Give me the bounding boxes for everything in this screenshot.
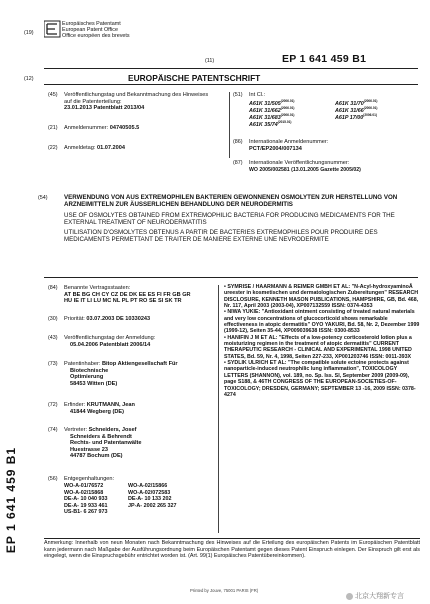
representative-line: Rechts- und Patentanwälte bbox=[70, 440, 142, 447]
designated-states-block bbox=[64, 285, 191, 305]
application-number-label: Anmeldenummer: bbox=[64, 125, 109, 131]
application-number-value: 04740505.5 bbox=[109, 125, 140, 131]
field-45-number: (45) bbox=[48, 92, 58, 98]
doc-type-rule bbox=[44, 84, 418, 85]
application-publication-block bbox=[64, 335, 155, 348]
field-30-number: (30) bbox=[48, 316, 58, 322]
application-publication-label: Veröffentlichungstag der Anmeldung: bbox=[64, 335, 156, 341]
representative-address: 44787 Bochum (DE) bbox=[70, 453, 123, 460]
patent-citation: DE-A- 10 133 202 bbox=[128, 496, 172, 503]
proprietor-line: Optimierung bbox=[70, 374, 104, 381]
intl-application-block bbox=[249, 139, 328, 152]
priority-line bbox=[64, 316, 150, 323]
office-names bbox=[62, 21, 130, 40]
field-72-number: (72) bbox=[48, 402, 58, 408]
designated-states-line: HU IE IT LI LU MC NL PL PT RO SE SI SK TR bbox=[64, 298, 182, 305]
patent-citation: WO-A-01/76572 bbox=[64, 483, 104, 489]
intl-publication-value: WO 2005/002581 (13.01.2005 Gazette 2005/02) bbox=[249, 166, 361, 173]
proprietor-line: Biotechnische bbox=[70, 367, 109, 374]
priority-value: 03.07.2003 DE 10330243 bbox=[86, 316, 151, 322]
intl-application-value: PCT/EP2004/007134 bbox=[249, 145, 302, 152]
designated-states-label: Benannte Vertragsstaaten: bbox=[64, 285, 131, 291]
intl-publication-block bbox=[249, 160, 424, 173]
npl-citation: • NIWA YUKIE: "Antioxidant ointment consisting of treated natural materials and very low concentrations of glucocorticoid shows remarkable effectiveness in atopic dermatitis" OYO YAKURI, Bd. 58, Nr. 2, Dezember 1999 (1999-12), Seiten 35-44, XP009039638 ISSN: 0300-8533 bbox=[224, 309, 420, 335]
patent-citation: JP-A- 2002 265 327 bbox=[128, 502, 177, 509]
intl-publication-label: Internationale Veröffentlichungsnummer: bbox=[249, 160, 350, 166]
cpc-code: A61K $31/505^{(2006.01)}$ bbox=[249, 99, 295, 107]
representative-line: Schneiders & Behrendt bbox=[70, 433, 132, 440]
field-21-number: (21) bbox=[48, 125, 58, 131]
filing-date-line bbox=[64, 145, 125, 152]
office-name-en: European Patent Office bbox=[62, 27, 118, 34]
application-publication-value: 05.04.2006 Patentblatt 2006/14 bbox=[70, 341, 151, 348]
field-12-number: (12) bbox=[24, 76, 34, 82]
invention-title-fr: UTILISATION D'OSMOLYTES OBTENUS A PARTIR DE BACTERIES EXTREMOPHILES POUR PRODUIRE DES MEDICAMENTS PERMETTANT DE TRAITER DE MANIERE EXTERNE UNE NEVRODERMITE bbox=[64, 229, 378, 244]
patent-citations-col-2 bbox=[128, 483, 177, 509]
field-74-number: (74) bbox=[48, 427, 58, 433]
field-87-number: (87) bbox=[233, 160, 243, 166]
application-number-line bbox=[64, 125, 139, 132]
patent-citation: DE-A- 19 933 461 bbox=[64, 502, 108, 509]
proprietor-name: Bitop Aktiengesellschaft Für bbox=[101, 361, 178, 367]
filing-date-value: 01.07.2004 bbox=[96, 145, 125, 151]
patent-citation: DE-A- 10 040 933 bbox=[64, 496, 108, 503]
invention-title-de: VERWENDUNG VON AUS EXTREMOPHILEN BAKTERIEN GEWONNENEN OSMOLYTEN ZUR HERSTELLUNG VON ARZNEIMITTELN ZUR ÄUSSERLICHEN BEHANDLUNG DER NEURODERMITIS bbox=[64, 194, 398, 209]
document-type: EUROPÄISCHE PATENTSCHRIFT bbox=[128, 73, 261, 83]
field-11-number: (11) bbox=[205, 58, 215, 64]
cpc-code: A61K $31/683^{(2006.01)}$ bbox=[249, 113, 295, 121]
publication-number: EP 1 641 459 B1 bbox=[282, 53, 367, 65]
intl-application-label: Internationale Anmeldenummer: bbox=[249, 139, 329, 145]
bib-column-divider bbox=[218, 285, 219, 533]
header-rule bbox=[44, 68, 418, 69]
patent-citation: WO-A-02/15868 bbox=[64, 489, 104, 496]
patent-citation: US-B1- 6 267 973 bbox=[64, 509, 108, 516]
title-rule bbox=[44, 277, 418, 278]
field-84-number: (84) bbox=[48, 285, 58, 291]
filing-date-label: Anmeldetag: bbox=[64, 145, 96, 151]
cpc-code: A61K $31/70^{(2006.01)}$ bbox=[335, 99, 378, 107]
citations-label: Entgegenhaltungen: bbox=[64, 476, 115, 482]
meta-column-divider bbox=[229, 92, 230, 158]
watermark: 北京大翔新专言 bbox=[346, 591, 404, 601]
invention-title-block bbox=[64, 194, 420, 244]
patent-citation: WO-A-02/15866 bbox=[128, 483, 168, 489]
sidebar-number-text: EP 1 641 459 B1 bbox=[4, 446, 18, 554]
proprietor-block bbox=[64, 361, 178, 387]
field-54-number: (54) bbox=[38, 195, 48, 201]
cpc-code: A61K $31/662^{(2006.01)}$ bbox=[249, 106, 295, 114]
npl-citation: • SYDLIK ULRICH ET AL: "The compatible solute ectoine protects against nanoparticle-induced neutrophilic lung inflammation", TOXICOLOGY LETTERS (SHANNON), vol. 189, no. Sp. Iss. SI, September 2009 (2009-09), page S188, & 46TH CONGRESS OF THE EUROPEAN-SOCIETIES-OF-TOXICOLOGY; DRESDEN, GERMANY; SEPTEMBER 13 -16, 2009 ISSN: 0378-4274 bbox=[224, 360, 416, 398]
proprietor-address: 58453 Witten (DE) bbox=[70, 380, 118, 387]
inventor-block bbox=[64, 402, 135, 415]
field-22-number: (22) bbox=[48, 145, 58, 151]
invention-title-en: USE OF OSMOLYTES OBTAINED FROM EXTREMOPHILIC BACTERIA FOR PRODUCING MEDICAMENTS FOR THE EXTERNAL TREATMENT OF NEURODERMATITIS bbox=[64, 211, 395, 226]
field-43-number: (43) bbox=[48, 335, 58, 341]
patent-citations-col-1 bbox=[64, 483, 107, 516]
representative-name: Schneiders, Josef bbox=[88, 427, 137, 433]
patent-citation: WO-A-02/072583 bbox=[128, 489, 171, 496]
cpc-code: A61K $35/74^{(2015.01)}$ bbox=[249, 120, 292, 128]
grant-publication-block bbox=[64, 92, 214, 112]
footer-note: Anmerkung: Innerhalb von neun Monaten nach Bekanntmachung des Hinweises auf die Erteilung des europäischen Patents im Europäischen Patentblatt kann jedermann nach Maßgabe der Ausführungsordnung beim Europäischen Patentamt gegen dieses Patent Einspruch einlegen. Der Einspruch gilt erst als eingelegt, wenn die Einspruchsgebühr entrichtet worden ist. (Art. 99(1) Europäisches Patentübereinkommen). bbox=[44, 540, 420, 560]
representative-line: Huestrasse 23 bbox=[70, 446, 108, 453]
sidebar-publication-number bbox=[4, 430, 18, 570]
npl-citation: • HANIFIN J M ET AL: "Effects of a low-potency corticosteroid lotion plus a moisturizing regimen in the treatment of atopic dermatitis" CURRENT THERAPEUTIC RESEARCH - CLINICAL AND EXPERIMENTAL 1998 UNITED STATES, Bd. 59, Nr. 4, 1998, Seiten 227-233, XP001203746 ISSN: 0011-393X bbox=[224, 334, 412, 360]
int-cl-label: Int Cl.: bbox=[249, 92, 266, 98]
printer-note: Printed by Jouve, 75001 PARIS (FR) bbox=[190, 588, 259, 593]
grant-publication-value: 23.01.2013 Patentblatt 2013/04 bbox=[64, 105, 145, 112]
representative-block bbox=[64, 427, 142, 460]
representative-label: Vertreter: bbox=[64, 427, 88, 433]
field-51-number: (51) bbox=[233, 92, 243, 98]
cpc-code: A61P $17/00^{(2006.01)}$ bbox=[335, 113, 377, 121]
field-19-number: (19) bbox=[24, 30, 34, 36]
grant-publication-label: Veröffentlichungstag und Bekanntmachung des Hinweises auf die Patenterteilung: bbox=[64, 92, 209, 105]
inventor-name: KRUTMANN, Jean bbox=[86, 402, 135, 408]
field-86-number: (86) bbox=[233, 139, 243, 145]
inventor-address: 41844 Wegberg (DE) bbox=[70, 408, 124, 415]
proprietor-label: Patentinhaber: bbox=[64, 361, 101, 367]
npl-citations bbox=[224, 284, 420, 398]
field-73-number: (73) bbox=[48, 361, 58, 367]
field-56-number: (56) bbox=[48, 476, 58, 482]
cpc-code: A61K $31/66^{(2006.01)}$ bbox=[335, 106, 378, 114]
designated-states-line: AT BE BG CH CY CZ DE DK EE ES FI FR GB GR bbox=[64, 291, 191, 298]
npl-citation: • SYMRISE / HAARMANN & REIMER GMBH ET AL: "N-Acyl-hydroxyaminoÂ ureester in kosmetischen und dermatologischen Zubereitungen" RESEARCH DISCLOSURE, KENNETH MASON PUBLICATIONS, HAMPSHIRE, GB, Bd. 468, Nr. 117, April 2003 (2003-04), XP007132559 ISSN: 0374-4353 bbox=[224, 284, 419, 310]
office-name-fr: Office européen des brevets bbox=[62, 33, 130, 40]
priority-label: Priorität: bbox=[64, 316, 85, 322]
watermark-icon bbox=[346, 593, 353, 600]
office-name-de: Europäisches Patentamt bbox=[62, 21, 121, 27]
inventor-label: Erfinder: bbox=[64, 402, 86, 408]
